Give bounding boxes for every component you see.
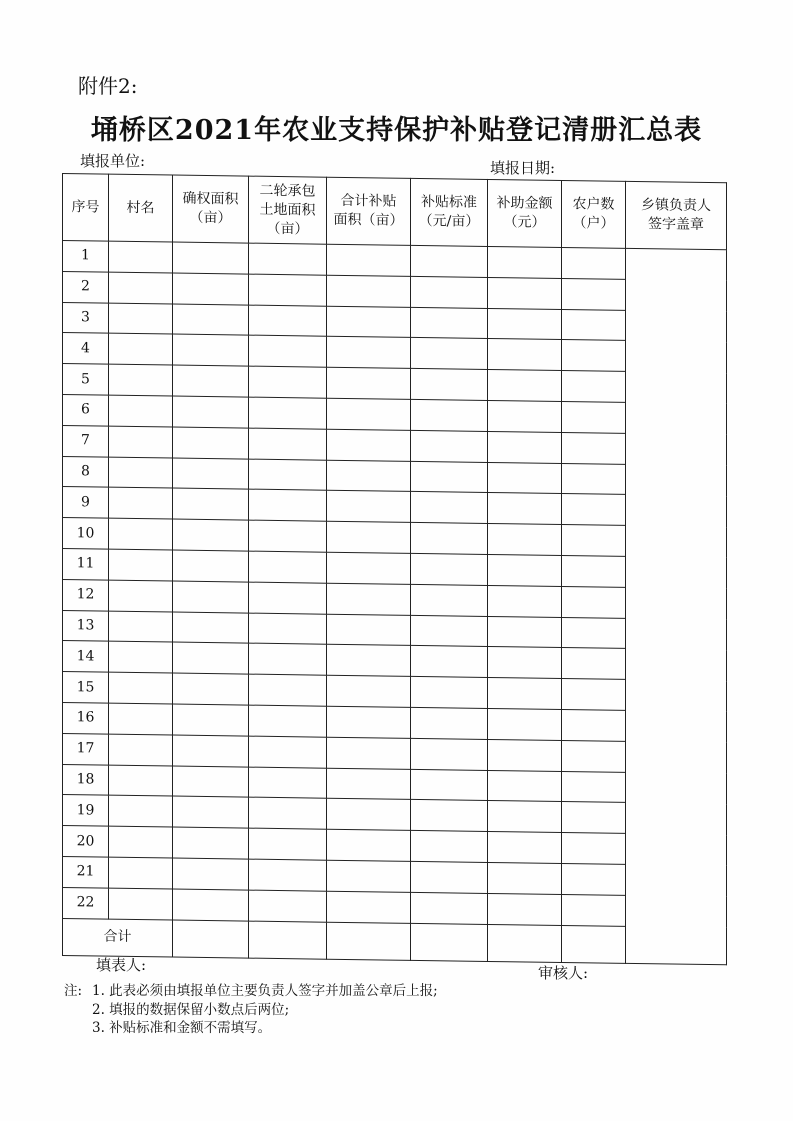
attachment-label: 附件2:: [78, 74, 138, 98]
table-cell: [249, 890, 327, 922]
table-cell: [173, 827, 249, 859]
total-cell: [562, 925, 626, 963]
table-cell: [488, 554, 562, 586]
table-cell: [327, 367, 411, 399]
table-cell: [327, 860, 411, 892]
table-cell: [249, 767, 327, 799]
table-cell: [411, 861, 488, 893]
row-number: 6: [63, 394, 109, 425]
table-cell: [488, 708, 562, 740]
table-cell: [562, 247, 626, 279]
table-cell: [327, 768, 411, 800]
header-total-subsidy-area: 合计补贴 面积（亩）: [327, 177, 411, 245]
table-cell: [411, 584, 488, 616]
table-cell: [173, 304, 249, 336]
table-cell: [562, 340, 626, 372]
table-cell: [109, 272, 173, 304]
filler-label: 填表人:: [96, 956, 147, 974]
table-cell: [562, 432, 626, 464]
subsidy-summary-table: [62, 173, 727, 965]
table-cell: [173, 735, 249, 767]
fill-unit-label: 填报单位:: [80, 152, 146, 170]
table-cell: [249, 397, 327, 429]
table-cell: [173, 396, 249, 428]
table-cell: [488, 832, 562, 864]
table-cell: [109, 549, 173, 581]
table-cell: [411, 553, 488, 585]
table-cell: [109, 395, 173, 427]
table-cell: [488, 739, 562, 771]
table-cell: [488, 370, 562, 402]
table-cell: [488, 678, 562, 710]
table-cell: [173, 458, 249, 490]
table-cell: [327, 521, 411, 553]
header-household-count: 农户数 （户）: [562, 180, 626, 248]
table-cell: [249, 243, 327, 275]
row-number: 17: [63, 733, 109, 764]
header-subsidy-standard: 补贴标准 （元/亩）: [411, 178, 488, 246]
row-number: 13: [63, 610, 109, 641]
table-cell: [109, 857, 173, 889]
table-cell: [562, 740, 626, 772]
note-item: 1. 此表必须由填报单位主要负责人签字并加盖公章后上报;: [92, 983, 438, 999]
table-cell: [327, 337, 411, 369]
table-cell: [173, 365, 249, 397]
table-cell: [327, 398, 411, 430]
total-cell: [488, 924, 562, 962]
table-cell: [562, 648, 626, 680]
table-cell: [173, 427, 249, 459]
table-cell: [173, 581, 249, 613]
table-cell: [109, 518, 173, 550]
table-cell: [109, 364, 173, 396]
header-confirmed-area: 确权面积 （亩）: [173, 175, 249, 243]
total-cell: [249, 921, 327, 959]
table-cell: [327, 244, 411, 276]
table-cell: [411, 369, 488, 401]
table-cell: [173, 766, 249, 798]
table-cell: [327, 429, 411, 461]
table-cell: [562, 401, 626, 433]
table-cell: [327, 799, 411, 831]
table-cell: [173, 334, 249, 366]
table-cell: [562, 679, 626, 711]
table-cell: [562, 555, 626, 587]
table-cell: [109, 488, 173, 520]
table-cell: [109, 672, 173, 704]
row-number: 20: [63, 826, 109, 857]
table-cell: [327, 829, 411, 861]
table-cell: [109, 580, 173, 612]
table-cell: [562, 278, 626, 310]
table-cell: [488, 493, 562, 525]
table-cell: [562, 309, 626, 341]
total-label: 合计: [63, 918, 173, 957]
table-cell: [411, 245, 488, 277]
row-number: 4: [63, 333, 109, 364]
table-cell: [411, 492, 488, 524]
row-number: 10: [63, 518, 109, 549]
table-cell: [109, 303, 173, 335]
table-cell: [562, 894, 626, 926]
row-number: 22: [63, 887, 109, 918]
row-number: 5: [63, 364, 109, 395]
table-cell: [249, 551, 327, 583]
table-cell: [249, 859, 327, 891]
table-cell: [488, 277, 562, 309]
table-cell: [249, 643, 327, 675]
table-cell: [562, 617, 626, 649]
fill-date-label: 填报日期:: [490, 159, 556, 177]
row-number: 21: [63, 856, 109, 887]
notes-prefix: 注:: [64, 983, 83, 999]
table-cell: [249, 489, 327, 521]
table-cell: [562, 709, 626, 741]
row-number: 11: [63, 548, 109, 579]
table-cell: [488, 339, 562, 371]
table-cell: [173, 673, 249, 705]
table-cell: [488, 862, 562, 894]
table-cell: [249, 797, 327, 829]
table-body: [63, 241, 727, 965]
table-cell: [562, 463, 626, 495]
table-cell: [411, 800, 488, 832]
table-cell: [488, 770, 562, 802]
table-cell: [411, 831, 488, 863]
table-cell: [411, 461, 488, 493]
table-cell: [173, 858, 249, 890]
table-cell: [173, 273, 249, 305]
row-number: 18: [63, 764, 109, 795]
table-cell: [488, 585, 562, 617]
table-cell: [173, 519, 249, 551]
table-cell: [488, 400, 562, 432]
table-cell: [562, 863, 626, 895]
table-cell: [327, 306, 411, 338]
table-cell: [249, 459, 327, 491]
table-cell: [249, 705, 327, 737]
table-cell: [327, 614, 411, 646]
table-cell: [411, 523, 488, 555]
header-subsidy-amount: 补助金额 （元）: [488, 179, 562, 247]
header-contract-area: 二轮承包 土地面积 （亩）: [249, 176, 327, 244]
total-cell: [327, 922, 411, 960]
table-cell: [173, 704, 249, 736]
table-cell: [488, 893, 562, 925]
table-cell: [411, 338, 488, 370]
table-header-row: [63, 174, 727, 250]
table-cell: [109, 426, 173, 458]
notes: [64, 982, 438, 1038]
table-cell: [327, 737, 411, 769]
table-cell: [327, 583, 411, 615]
row-number: 12: [63, 579, 109, 610]
table-cell: [109, 888, 173, 920]
table-cell: [109, 334, 173, 366]
table-cell: [562, 494, 626, 526]
table-cell: [411, 646, 488, 678]
table-cell: [249, 335, 327, 367]
table-cell: [327, 552, 411, 584]
row-number: 16: [63, 702, 109, 733]
table-cell: [249, 366, 327, 398]
table-cell: [109, 457, 173, 489]
row-number: 9: [63, 487, 109, 518]
table-cell: [488, 616, 562, 648]
table-cell: [411, 769, 488, 801]
table-cell: [327, 645, 411, 677]
table-cell: [411, 307, 488, 339]
table-cell: [488, 524, 562, 556]
row-number: 7: [63, 425, 109, 456]
row-number: 19: [63, 795, 109, 826]
reviewer-label: 审核人:: [538, 964, 589, 982]
row-number: 15: [63, 672, 109, 703]
table-cell: [109, 703, 173, 735]
table-cell: [327, 491, 411, 523]
table-cell: [562, 525, 626, 557]
row-number: 3: [63, 302, 109, 333]
total-cell: [173, 920, 249, 958]
table-cell: [411, 276, 488, 308]
table-cell: [562, 833, 626, 865]
table-cell: [173, 242, 249, 274]
table-cell: [411, 399, 488, 431]
header-township-signature: 乡镇负责人 签字盖章: [626, 181, 727, 249]
note-item: 2. 填报的数据保留小数点后两位;: [92, 1001, 290, 1018]
table-cell: [249, 274, 327, 306]
table-cell: [249, 674, 327, 706]
table-cell: [411, 615, 488, 647]
table-cell: [109, 611, 173, 643]
table-cell: [562, 586, 626, 618]
table-cell: [411, 707, 488, 739]
header-village: 村名: [109, 174, 173, 242]
table-cell: [411, 892, 488, 924]
table-cell: [249, 613, 327, 645]
table-cell: [562, 771, 626, 803]
table-cell: [109, 642, 173, 674]
table-cell: [327, 706, 411, 738]
table-cell: [173, 612, 249, 644]
table-cell: [249, 305, 327, 337]
table-cell: [488, 308, 562, 340]
table-cell: [249, 828, 327, 860]
table-cell: [411, 738, 488, 770]
table-cell: [109, 795, 173, 827]
table-cell: [562, 371, 626, 403]
table-cell: [249, 582, 327, 614]
row-number: 2: [63, 271, 109, 302]
table-cell: [327, 275, 411, 307]
row-number: 1: [63, 241, 109, 272]
table-cell: [109, 734, 173, 766]
table-cell: [173, 796, 249, 828]
table-cell: [488, 431, 562, 463]
table-cell: [411, 430, 488, 462]
note-item: 3. 补贴标准和金额不需填写。: [92, 1020, 272, 1036]
header-seq: 序号: [63, 174, 109, 242]
table-cell: [488, 647, 562, 679]
table-cell: [327, 460, 411, 492]
table-cell: [173, 889, 249, 921]
table-cell: [109, 826, 173, 858]
table-cell: [173, 642, 249, 674]
table-cell: [173, 488, 249, 520]
table-cell: [562, 802, 626, 834]
row-number: 8: [63, 456, 109, 487]
table-cell: [488, 246, 562, 278]
table-cell: [109, 765, 173, 797]
table-cell: [327, 675, 411, 707]
table-cell: [109, 241, 173, 273]
total-cell: [411, 923, 488, 961]
table-cell: [249, 736, 327, 768]
table-cell: [411, 677, 488, 709]
row-number: 14: [63, 641, 109, 672]
township-signature-cell: [626, 248, 727, 964]
table-cell: [249, 428, 327, 460]
page-title: 埇桥区2021年农业支持保护补贴登记清册汇总表: [90, 115, 703, 146]
table-cell: [249, 520, 327, 552]
table-cell: [488, 801, 562, 833]
table-cell: [173, 550, 249, 582]
table-cell: [488, 462, 562, 494]
table-cell: [327, 891, 411, 923]
